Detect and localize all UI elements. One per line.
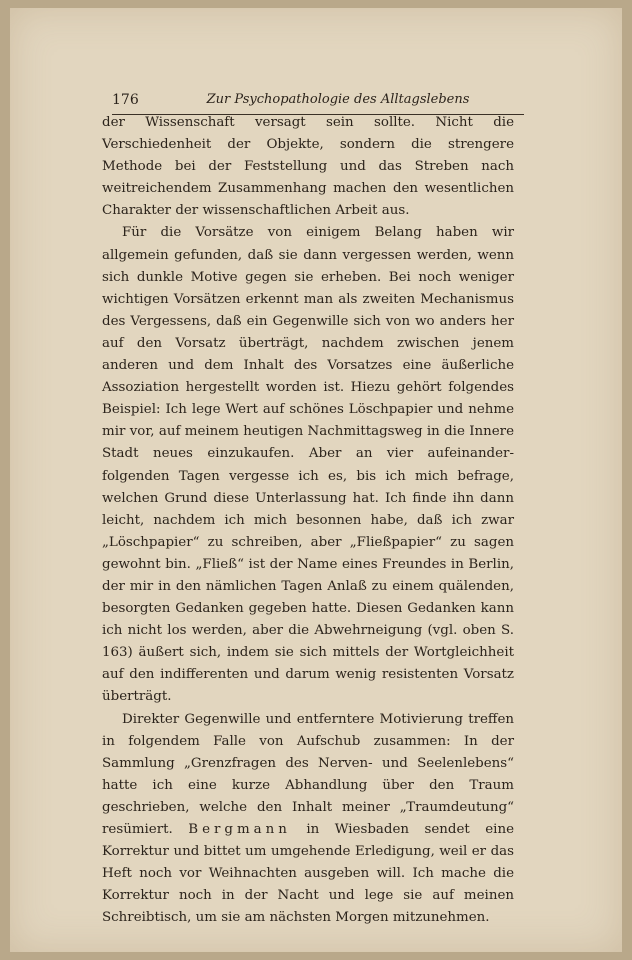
paragraph-text-after: in Wiesbaden sendet eine Korrektur und bittet um umgehende Erledigung, weil er das Heft noch vor Weihnachten ausgeben will. Ich mache die Korrektur noch in der Nacht und lege sie auf meinen Schreibtisch, um sie am nächsten Morgen mitzunehmen.	[102, 822, 514, 926]
spaced-name-bergmann: Bergmann	[188, 822, 291, 837]
paragraph-aufschub-example	[102, 709, 514, 930]
page-number: 176	[112, 92, 139, 108]
paragraph-text-before: Direkter Gegenwille und entferntere Motivierung treffen in folgendem Falle von Aufschub zusammen: In der Sammlung „Grenzfragen des Nerven- und Seelenlebens“ hatte ich eine kurze Abhandlung über den Traum geschrieben, welche den Inhalt meiner „Traumdeutung“ resümiert.	[102, 711, 514, 837]
paragraph-loeschpapier-example: Für die Vorsätze von einigem Belang haben wir allgemein gefunden, daß sie dann vergessen werden, wenn sich dunkle Motive gegen sie erheben. Bei noch weniger wichtigen Vorsätzen erkennt man als zweiten Mechanismus des Vergessens, daß ein Gegenwille sich von wo anders her auf den Vorsatz überträgt, nachdem zwischen jenem anderen und dem Inhalt des Vorsatzes eine äußerliche Assoziation hergestellt worden ist. Hiezu gehört folgendes Beispiel: Ich lege Wert auf schönes Löschpapier und nehme mir vor, auf meinem heutigen Nachmittagsweg in die Innere Stadt neues einzukaufen. Aber an vier aufeinanderfolgenden Tagen vergesse ich es, bis ich mich befrage, welchen Grund diese Unterlassung hat. Ich finde ihn dann leicht, nachdem ich mich besonnen habe, daß ich zwar „Löschpapier“ zu schreiben, aber „Fließpapier“ zu sagen gewohnt bin. „Fließ“ ist der Name eines Freundes in Berlin, der mir in den nämlichen Tagen Anlaß zu einem quälenden, besorgten Gedanken gegeben hatte. Diesen Gedanken kann ich nicht los werden, aber die Abwehrneigung (vgl. oben S. 163) äußert sich, indem sie sich mittels der Wortgleichheit auf den indifferenten und darum wenig resistenten Vorsatz überträgt.	[102, 225, 514, 705]
running-title: Zur Psychopathologie des Alltagslebens	[206, 92, 470, 107]
paragraph-continuation: der Wissenschaft versagt sein sollte. Nicht die Verschiedenheit der Objekte, sondern die strengere Methode bei der Feststellung und das Streben nach weitreichendem Zusammenhang machen den wesentlichen Charakter der wissenschaftlichen Arbeit aus.	[102, 115, 514, 219]
body-text	[102, 112, 514, 929]
